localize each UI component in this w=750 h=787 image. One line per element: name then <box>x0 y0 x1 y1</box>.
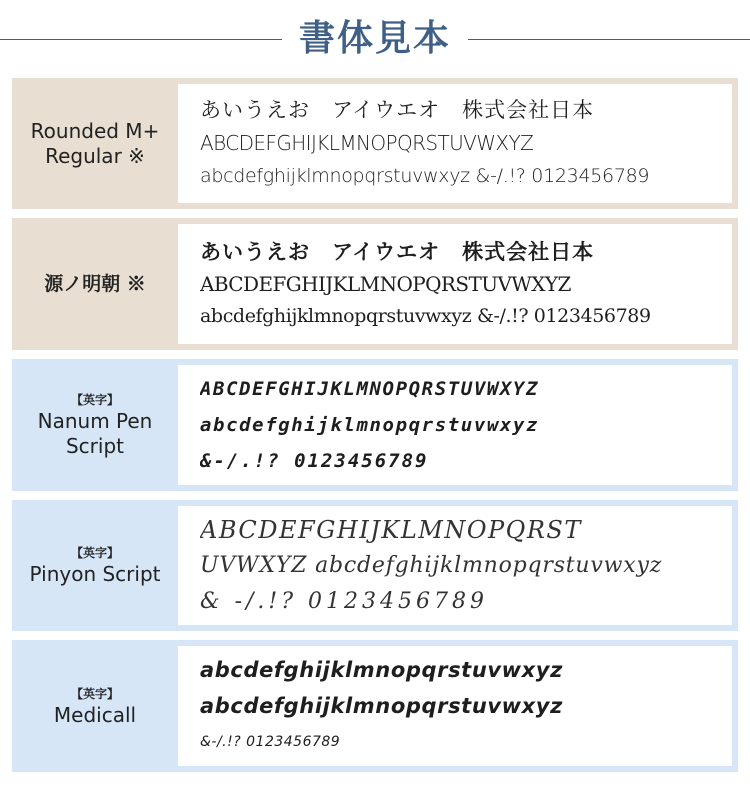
sample-row-pinyon-script <box>12 500 738 631</box>
sample-box <box>178 84 732 203</box>
sample-row-nanum-pen-script <box>12 359 738 491</box>
page-header <box>0 0 750 78</box>
font-tag: 【英字】 <box>70 546 119 560</box>
header-rule-left <box>0 39 282 40</box>
font-name: Nanum Pen Script <box>37 409 153 458</box>
sample-line-japanese: あいうえお アイウエオ 株式会社日本 <box>200 98 595 122</box>
sample-box <box>178 365 732 485</box>
font-label <box>12 78 178 209</box>
font-label <box>12 218 178 350</box>
sample-line-japanese: あいうえお アイウエオ 株式会社日本 <box>200 239 595 264</box>
sample-line-symbols: &-/.!? 0123456789 <box>200 734 341 750</box>
sample-line-symbols: &-/.!? 0123456789 <box>200 450 429 472</box>
sample-box <box>178 224 732 344</box>
sample-row-medicall <box>12 640 738 772</box>
font-name: Rounded M+ Regular ※ <box>30 118 160 168</box>
font-tag: 【英字】 <box>70 686 119 701</box>
sample-line-lowercase: abcdefghijklmnopqrstuvwxyz <box>200 658 563 682</box>
font-name: Pinyon Script <box>29 562 161 586</box>
sample-line-lowercase: abcdefghijklmnopqrstuvwxyz &-/.!? 0123456789 <box>200 305 651 327</box>
sample-line-uppercase: ABCDEFGHIJKLMNOPQRST <box>200 515 582 544</box>
sample-line-mixed: UVWXYZ abcdefghijklmnopqrstuvwxyz <box>200 552 663 578</box>
sample-line-uppercase: ABCDEFGHIJKLMNOPQRSTUVWXYZ <box>200 272 571 296</box>
sample-line-symbols: & -/.!? 0123456789 <box>200 588 489 614</box>
font-tag: 【英字】 <box>70 393 119 407</box>
header-rule-right <box>468 39 750 40</box>
sample-line-lowercase: abcdefghijklmnopqrstuvwxyz <box>200 694 563 718</box>
font-label <box>12 500 178 631</box>
sample-line-uppercase: ABCDEFGHIJKLMNOPQRSTUVWXYZ <box>200 378 540 400</box>
sample-box <box>178 646 732 766</box>
page-title: 書体見本 <box>298 17 451 59</box>
sample-line-lowercase: abcdefghijklmnopqrstuvwxyz <box>200 414 540 436</box>
sample-row-gen-mincho <box>12 218 738 350</box>
sample-line-lowercase: abcdefghijklmnopqrstuvwxyz &-/.!? 0123456789 <box>200 165 650 187</box>
font-label <box>12 359 178 491</box>
sample-row-rounded-mplus <box>12 78 738 209</box>
font-name: 源ノ明朝 ※ <box>44 272 146 295</box>
font-name: Medicall <box>53 702 137 727</box>
font-label <box>12 640 178 772</box>
sample-line-uppercase: ABCDEFGHIJKLMNOPQRSTUVWXYZ <box>200 131 534 155</box>
sample-box <box>178 506 732 625</box>
